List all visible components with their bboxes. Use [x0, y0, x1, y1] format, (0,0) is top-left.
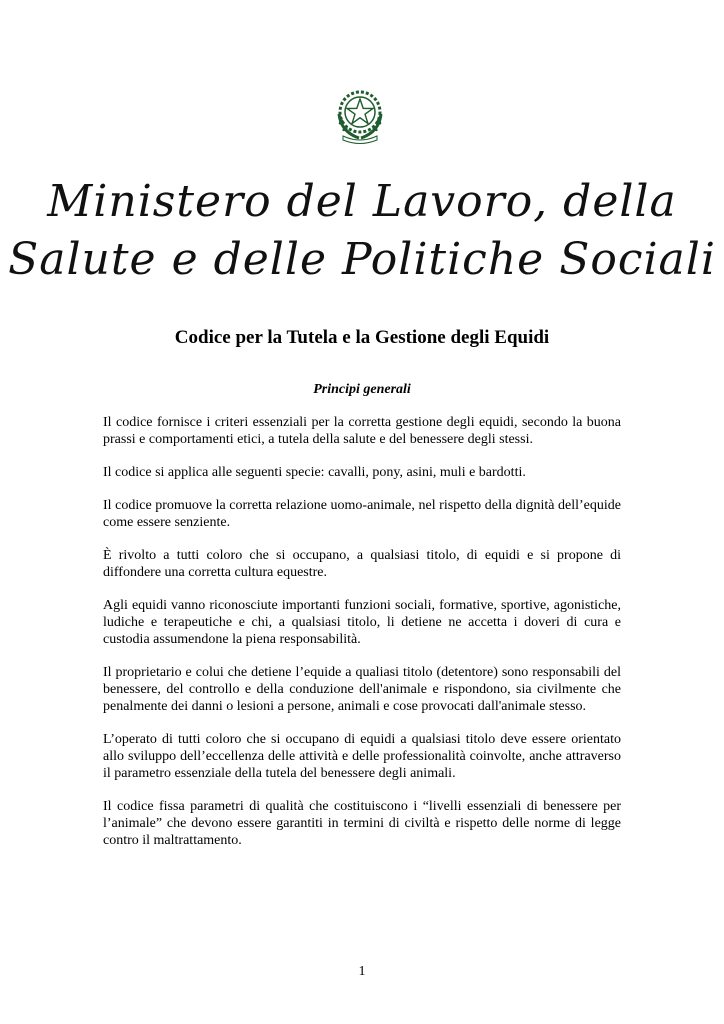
document-title: Codice per la Tutela e la Gestione degli Equidi [174, 327, 550, 348]
document-body [103, 414, 621, 865]
paragraph: Il proprietario e colui che detiene l’equide a qualiasi titolo (detentore) sono responsabili del benessere, del controllo e della conduzione dell'animale e rispondono, sia civilmente che penalmente dei danni o lesioni a persone, animali e cose provocati dall'animale stesso. [103, 665, 621, 714]
paragraph: Il codice promuove la corretta relazione uomo-animale, nel rispetto della dignità dell’equide come essere senziente. [103, 498, 621, 530]
paragraph: Il codice si applica alle seguenti specie: cavalli, pony, asini, muli e bardotti. [103, 465, 526, 480]
paragraph: Il codice fornisce i criteri essenziali per la corretta gestione degli equidi, secondo la buona prassi e comportamenti etici, a tutela della salute e del benessere degli stessi. [103, 415, 621, 447]
paragraph: Agli equidi vanno riconosciute importanti funzioni sociali, formative, sportive, agonistiche, ludiche e terapeutiche e chi, a qualsiasi titolo, li detiene ne accetta i doveri di cura e custodia assumendone la piena responsabilità. [103, 598, 621, 647]
paragraph: L’operato di tutti coloro che si occupano di equidi a qualsiasi titolo deve essere orientato allo sviluppo dell’eccellenza delle attività e delle professionalità coinvolte, anche attraverso il parametro essenziale della tutela del benessere degli animali. [103, 732, 621, 781]
ministry-name-line-2: Salute e delle Politiche Sociali [8, 234, 716, 285]
paragraph: È rivolto a tutti coloro che si occupano, a qualsiasi titolo, di equidi e si propone di diffondere una corretta cultura equestre. [103, 548, 621, 580]
ministry-name-line-1: Ministero del Lavoro, della [47, 176, 677, 227]
paragraph: Il codice fissa parametri di qualità che costituiscono i “livelli essenziali di benessere per l’animale” che devono essere garantiti in termini di civiltà e rispetto delle norme di legge contro il maltrattamento. [103, 799, 621, 848]
page-number: 1 [358, 964, 366, 979]
italian-republic-emblem-icon [329, 84, 391, 146]
section-title: Principi generali [313, 382, 411, 397]
